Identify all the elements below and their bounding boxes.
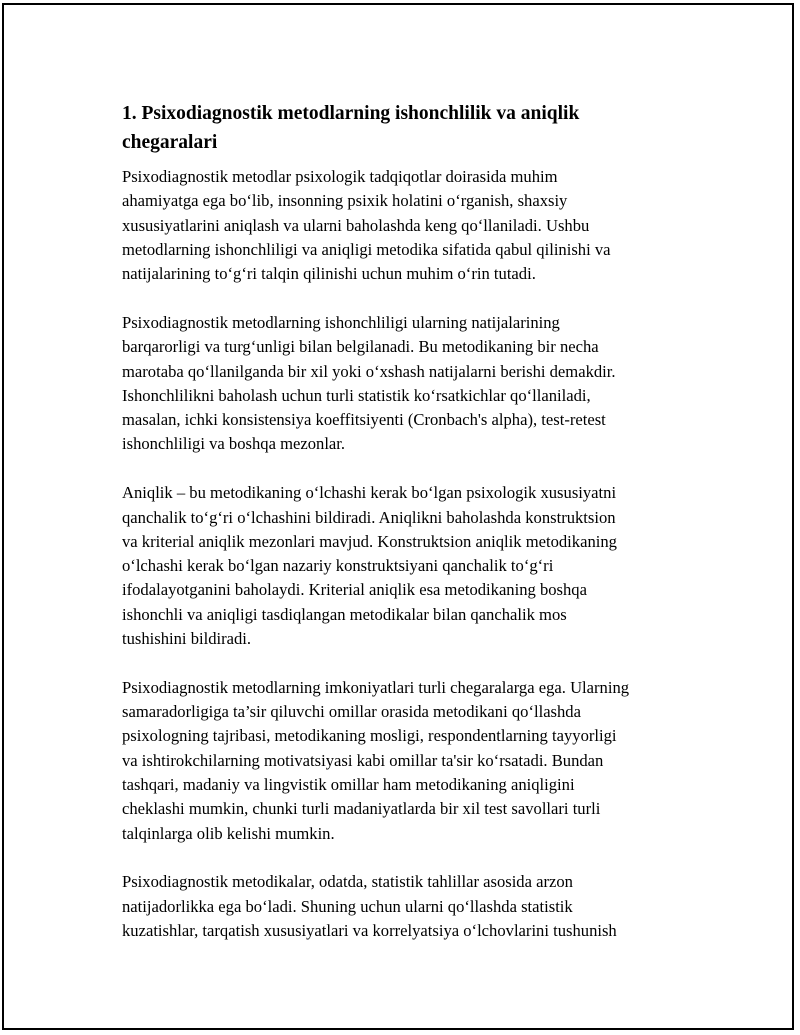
text-line: ifodalayotganini baholaydi. Kriterial aniqlik esa metodikaning boshqa <box>122 580 587 600</box>
text-line: Ishonchlilikni baholash uchun turli statistik ko‘rsatkichlar qo‘llaniladi, <box>122 385 591 405</box>
text-line: natijalarining to‘g‘ri talqin qilinishi uchun muhim o‘rin tutadi. <box>122 264 536 284</box>
paragraph-1 <box>122 165 687 286</box>
text-line: cheklashi mumkin, chunki turli madaniyatlarda bir xil test savollari turli <box>122 799 601 819</box>
text-line: tushishini bildiradi. <box>122 629 252 649</box>
text-line: barqarorligi va turg‘unligi bilan belgilanadi. Bu metodikaning bir necha <box>122 337 599 357</box>
text-line: tashqari, madaniy va lingvistik omillar ham metodikaning aniqligini <box>122 775 575 795</box>
text-line: Psixodiagnostik metodlarning imkoniyatlari turli chegaralarga ega. Ularning <box>122 677 630 697</box>
text-line: kuzatishlar, tarqatish xususiyatlari va korrelyatsiya o‘lchovlarini tushunish <box>122 921 617 941</box>
paragraph-5 <box>122 870 687 943</box>
text-line: qanchalik to‘g‘ri o‘lchashini bildiradi. Aniqlikni baholashda konstruktsion <box>122 507 616 527</box>
paragraph-3 <box>122 481 687 651</box>
heading-line: 1. Psixodiagnostik metodlarning ishonchlilik va aniqlik <box>122 103 580 124</box>
text-line: masalan, ichki konsistensiya koeffitsiyenti (Cronbach's alpha), test-retest <box>122 410 606 430</box>
text-line: va ishtirokchilarning motivatsiyasi kabi omillar ta'sir ko‘rsatadi. Bundan <box>122 750 604 770</box>
text-line: ishonchli va aniqligi tasdiqlangan metodikalar bilan qanchalik mos <box>122 604 567 624</box>
text-line: metodlarning ishonchliligi va aniqligi metodika sifatida qabul qilinishi va <box>122 239 611 259</box>
text-line: ishonchliligi va boshqa mezonlar. <box>122 434 346 454</box>
text-line: samaradorligiga ta’sir qiluvchi omillar orasida metodikani qo‘llashda <box>122 702 581 722</box>
text-line: Aniqlik – bu metodikaning o‘lchashi kerak bo‘lgan psixologik xususiyatni <box>122 483 617 503</box>
text-line: natijadorlikka ega bo‘ladi. Shuning uchun ularni qo‘llashda statistik <box>122 896 573 916</box>
text-line: talqinlarga olib kelishi mumkin. <box>122 823 335 843</box>
text-line: o‘lchashi kerak bo‘lgan nazariy konstruktsiyani qanchalik to‘g‘ri <box>122 556 554 576</box>
page-frame <box>2 3 794 1030</box>
section-heading <box>122 99 687 157</box>
text-line: va kriterial aniqlik mezonlari mavjud. Konstruktsion aniqlik metodikaning <box>122 531 617 551</box>
paragraph-4 <box>122 676 687 846</box>
text-line: psixologning tajribasi, metodikaning mosligi, respondentlarning tayyorligi <box>122 726 617 746</box>
paragraph-2 <box>122 311 687 457</box>
heading-line: chegaralari <box>122 132 218 153</box>
text-line: ahamiyatga ega bo‘lib, insonning psixik holatini o‘rganish, shaxsiy <box>122 191 568 211</box>
text-line: marotaba qo‘llanilganda bir xil yoki o‘xshash natijalarni berishi demakdir. <box>122 361 616 381</box>
text-line: Psixodiagnostik metodlarning ishonchliligi ularning natijalarining <box>122 312 560 332</box>
text-line: Psixodiagnostik metodikalar, odatda, statistik tahlillar asosida arzon <box>122 872 573 892</box>
text-line: xususiyatlarini aniqlash va ularni baholashda keng qo‘llaniladi. Ushbu <box>122 215 590 235</box>
text-line: Psixodiagnostik metodlar psixologik tadqiqotlar doirasida muhim <box>122 167 558 186</box>
document-body <box>122 99 687 968</box>
